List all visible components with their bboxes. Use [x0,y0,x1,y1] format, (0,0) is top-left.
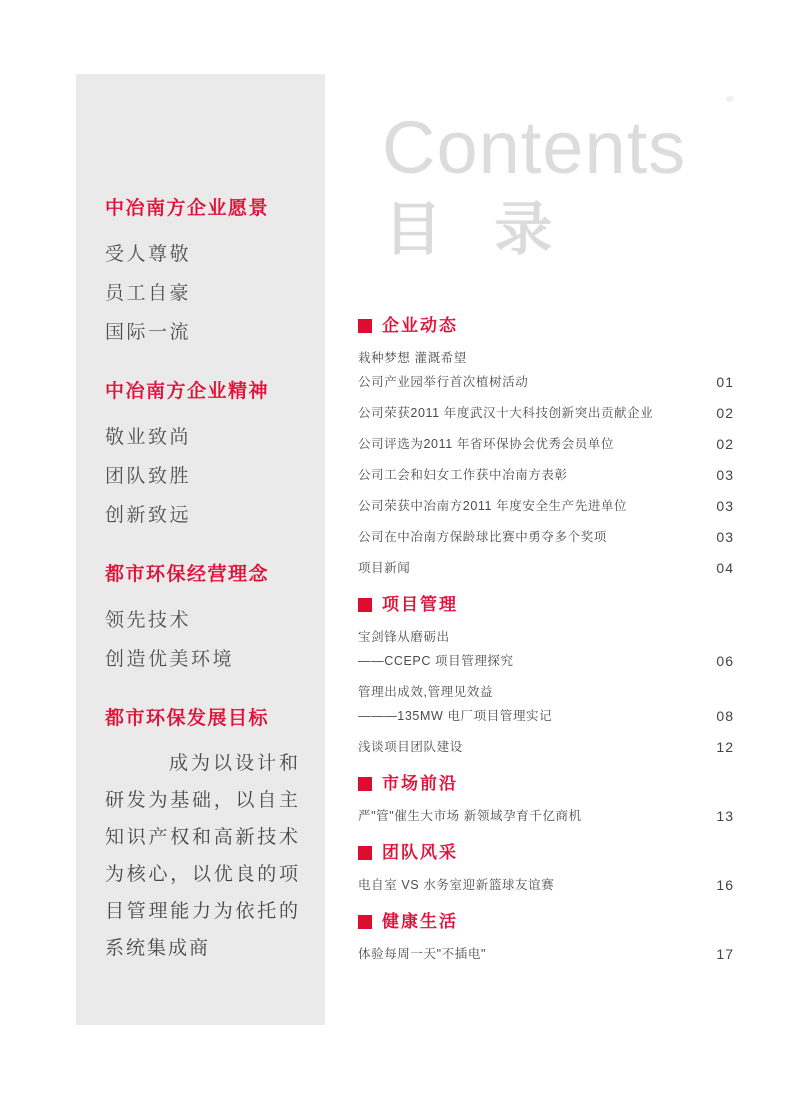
toc-section-title: 团队风采 [382,843,458,862]
toc-entry-line: 严"管"催生大市场 新领域孕育千亿商机 [358,809,582,823]
toc-entry [358,432,734,456]
toc-section-header [358,595,734,615]
sidebar-group [105,197,300,352]
toc-entry-page: 16 [716,877,734,893]
toc-entry [358,680,734,728]
toc-entry-title [358,401,716,425]
toc-section [358,912,734,966]
toc-section-items [358,804,734,828]
toc-entry-title [358,346,716,394]
toc-entry-line: 公司产业园举行首次植树活动 [358,375,529,389]
toc-entry-title [358,525,716,549]
toc-entry [358,401,734,425]
toc-entry-line: 浅谈项目团队建设 [358,740,463,754]
toc-entry-title [358,494,716,518]
toc-entry [358,525,734,549]
toc-section [358,774,734,828]
contents-title-en: Contents [382,106,687,189]
toc-entry [358,942,734,966]
sidebar-item: 领先技术 [105,610,192,631]
toc-section-title: 健康生活 [382,912,458,931]
sidebar [76,74,325,1025]
toc-entry-title [358,432,716,456]
toc-entry-line: 公司荣获2011 年度武汉十大科技创新突出贡献企业 [358,406,654,420]
toc-entry-page: 03 [716,467,734,483]
toc-entry-page: 03 [716,498,734,514]
toc-entry-page: 08 [716,708,734,724]
toc-entry-page: 13 [716,808,734,824]
toc-section-header [358,843,734,863]
toc-section-title: 企业动态 [382,316,458,335]
toc-entry [358,463,734,487]
toc-entry-page: 02 [716,436,734,452]
toc-entry-title [358,625,716,673]
sidebar-item: 创新致远 [105,505,192,526]
toc-entry-line: 管理出成效,管理见效益 [358,685,494,699]
sidebar-item: 员工自豪 [105,283,192,304]
toc-entry [358,625,734,673]
toc-section-items [358,346,734,580]
sidebar-group [105,707,300,967]
toc-entry [358,873,734,897]
toc-entry-page: 04 [716,560,734,576]
toc-entry-line: 公司荣获中冶南方2011 年度安全生产先进单位 [358,499,628,513]
sidebar-group-items [105,601,300,679]
sidebar-item: 创造优美环境 [105,649,235,670]
toc-entry-page: 06 [716,653,734,669]
section-bullet-icon [358,598,372,612]
toc-entry [358,735,734,759]
toc-entry-line: ——CCEPC 项目管理探究 [358,654,514,668]
section-bullet-icon [358,915,372,929]
toc-entry-title [358,463,716,487]
section-bullet-icon [358,846,372,860]
toc-entry-title [358,680,716,728]
toc-entry-line: 公司工会和妇女工作获中冶南方表彰 [358,468,568,482]
sidebar-item: 受人尊敬 [105,244,192,265]
toc-entry-title [358,942,716,966]
section-bullet-icon [358,319,372,333]
toc-section-header [358,316,734,336]
toc-entry-title [358,735,716,759]
sidebar-group-heading: 都市环保经营理念 [105,564,270,585]
toc-section-title: 市场前沿 [382,774,458,793]
toc-entry-title [358,873,716,897]
toc-entry-line: 栽种梦想 灌溉希望 [358,351,467,365]
toc-entry-line: 项目新闻 [358,561,411,575]
sidebar-group-heading: 中冶南方企业愿景 [105,198,270,219]
sidebar-paragraph: 成为以设计和研发为基础，以自主知识产权和高新技术为核心，以优良的项目管理能力为依托的系统集成商 [105,753,300,959]
sidebar-item: 团队致胜 [105,466,192,487]
contents-column [358,100,734,973]
toc-entry-title [358,804,716,828]
sidebar-group-heading: 都市环保发展目标 [105,708,270,729]
toc-entry [358,804,734,828]
toc-entry-page: 01 [716,374,734,390]
toc-section-title: 项目管理 [382,595,458,614]
toc-entry [358,346,734,394]
toc-entry-title [358,556,716,580]
toc-entry-line: 体验每周一天"不插电" [358,947,486,961]
toc-entry-line: 电自室 VS 水务室迎新篮球友谊赛 [358,878,555,892]
toc-section [358,595,734,759]
toc-section-items [358,942,734,966]
toc-sections [358,316,734,966]
toc-entry-line: 公司评选为2011 年省环保协会优秀会员单位 [358,437,615,451]
toc-entry-line: 宝剑锋从磨砺出 [358,630,450,644]
section-bullet-icon [358,777,372,791]
sidebar-group-items [105,235,300,352]
contents-title-zh: 目 录 [384,195,569,263]
toc-section-items [358,873,734,897]
sidebar-group [105,563,300,679]
sidebar-groups [105,197,300,967]
toc-entry-line: 公司在中冶南方保龄球比赛中勇夺多个奖项 [358,530,607,544]
toc-section-header [358,774,734,794]
toc-entry-line: ———135MW 电厂项目管理实记 [358,709,553,723]
toc-section [358,843,734,897]
toc-entry-page: 03 [716,529,734,545]
sidebar-group-items [105,418,300,535]
toc-entry [358,494,734,518]
toc-section [358,316,734,580]
toc-entry-page: 12 [716,739,734,755]
toc-section-items [358,625,734,759]
toc-section-header [358,912,734,932]
sidebar-item: 敬业致尚 [105,427,192,448]
toc-entry [358,556,734,580]
sidebar-group-heading: 中冶南方企业精神 [105,381,270,402]
toc-entry-page: 02 [716,405,734,421]
sidebar-group [105,380,300,535]
sidebar-item: 国际一流 [105,322,192,343]
toc-entry-page: 17 [716,946,734,962]
